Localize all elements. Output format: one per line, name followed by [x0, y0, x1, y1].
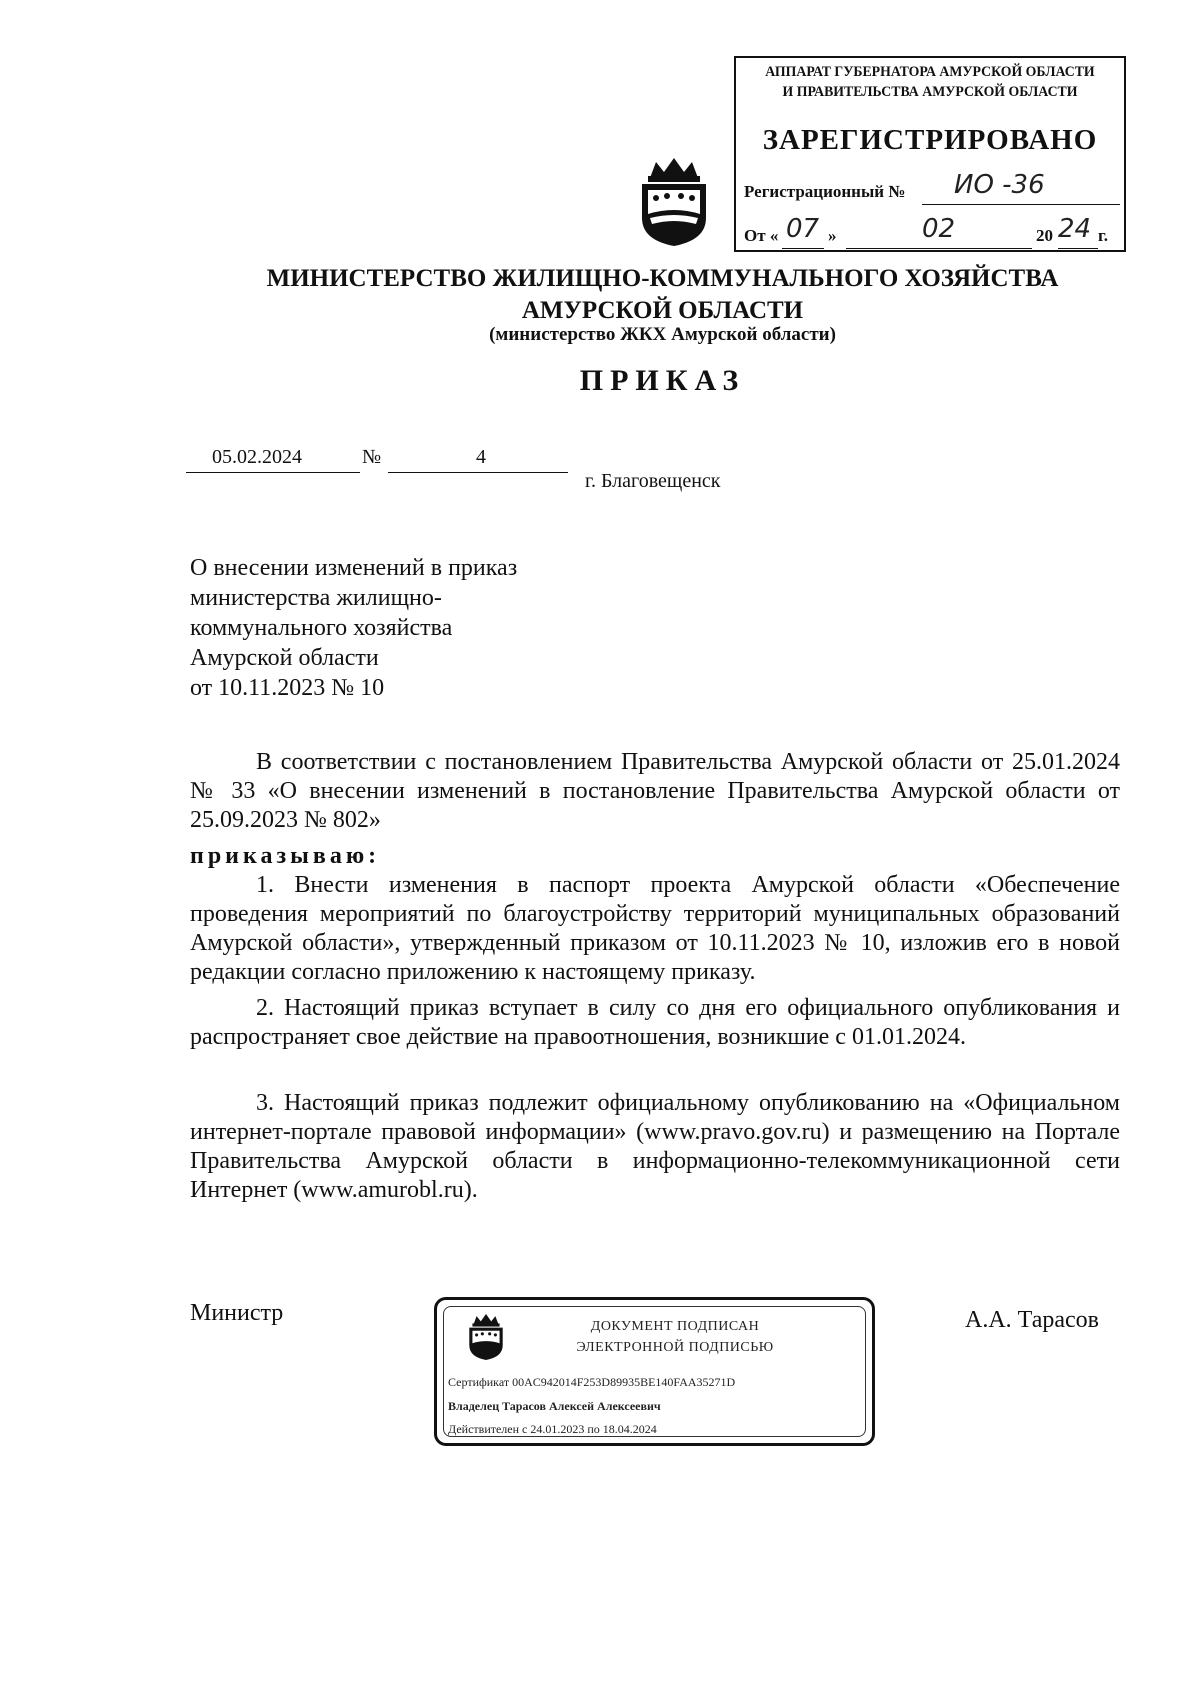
stamp-from-label: От «: [744, 226, 779, 245]
order-title: ПРИКАЗ: [579, 364, 746, 397]
esig-coat-of-arms-icon: [466, 1313, 506, 1361]
stamp-year-unit: г.: [1098, 226, 1109, 245]
esig-validity: Действителен с 24.01.2023 по 18.04.2024: [448, 1422, 657, 1436]
registration-stamp: [734, 56, 1126, 252]
stamp-reg-number: ИО -36: [954, 170, 1045, 200]
preamble-paragraph: В соответствии с постановлением Правительства Амурской области от 25.01.2024 № 33 «О внесении изменений в постановление Правительства Амурской области от 25.09.2023 № 802»: [190, 749, 1120, 833]
ministry-name-line1: МИНИСТЕРСТВО ЖИЛИЩНО-КОММУНАЛЬНОГО ХОЗЯЙСТВА: [266, 265, 1059, 292]
stamp-reg-label: Регистрационный №: [744, 182, 906, 201]
coat-of-arms-icon: [636, 156, 712, 248]
stamp-title: ЗАРЕГИСТРИРОВАНО: [762, 124, 1098, 156]
ministry-short-name: (министерство ЖКХ Амурской области): [489, 324, 836, 345]
esig-line2: ЭЛЕКТРОННОЙ ПОДПИСЬЮ: [576, 1340, 774, 1355]
subject-line5: от 10.11.2023 № 10: [190, 675, 385, 701]
number-underline: [388, 472, 568, 473]
stamp-month-underline: [846, 248, 1032, 249]
date-underline: [186, 472, 360, 473]
stamp-month: 02: [922, 214, 956, 244]
order-subject: [190, 553, 610, 703]
subject-line2: министерства жилищно-: [190, 585, 442, 611]
stamp-close-quote: »: [828, 226, 837, 245]
subject-line3: коммунального хозяйства: [190, 615, 453, 641]
order-number-label: №: [362, 446, 382, 468]
order-number: 4: [476, 446, 486, 468]
stamp-day-underline: [782, 248, 824, 249]
signatory-position: Министр: [190, 1300, 284, 1326]
subject-line4: Амурской области: [190, 645, 379, 671]
stamp-reg-underline: [922, 204, 1120, 205]
esig-certificate: Сертификат 00AC942014F253D89935BE140FAA35271D: [448, 1375, 736, 1389]
stamp-org-line1: АППАРАТ ГУБЕРНАТОРА АМУРСКОЙ ОБЛАСТИ: [765, 64, 1095, 80]
order-item-1: 1. Внести изменения в паспорт проекта Амурской области «Обеспечение проведения мероприятий по благоустройству территорий муниципальных образований Амурской области», утвержденный приказом от 10.11.2023 № 10, изложив его в новой редакции согласно приложению к настоящему приказу.: [190, 872, 1120, 985]
signatory-name: А.А. Тарасов: [965, 1307, 1100, 1333]
stamp-year-underline: [1058, 248, 1098, 249]
stamp-org-line2: И ПРАВИТЕЛЬСТВА АМУРСКОЙ ОБЛАСТИ: [782, 84, 1078, 100]
order-item-3: 3. Настоящий приказ подлежит официальному опубликованию на «Официальном интернет-портале правовой информации» (www.pravo.gov.ru) и размещению на Портале Правительства Амурской области в информационно-телекоммуникационной сети Интернет (www.amurobl.ru).: [190, 1090, 1120, 1203]
subject-line1: О внесении изменений в приказ: [190, 555, 518, 581]
order-date: 05.02.2024: [212, 446, 302, 468]
ministry-name-line2: АМУРСКОЙ ОБЛАСТИ: [521, 297, 804, 324]
stamp-year-suffix: 24: [1058, 214, 1092, 244]
order-word: приказываю:: [190, 843, 381, 869]
esig-owner: Владелец Тарасов Алексей Алексеевич: [448, 1399, 661, 1413]
stamp-day: 07: [786, 214, 820, 244]
order-item-2: 2. Настоящий приказ вступает в силу со дня его официального опубликования и распространяет свое действие на правоотношения, возникшие с 01.01.2024.: [190, 995, 1120, 1050]
order-city: г. Благовещенск: [585, 470, 721, 492]
esig-line1: ДОКУМЕНТ ПОДПИСАН: [590, 1319, 760, 1334]
stamp-year-prefix: 20: [1036, 226, 1053, 245]
